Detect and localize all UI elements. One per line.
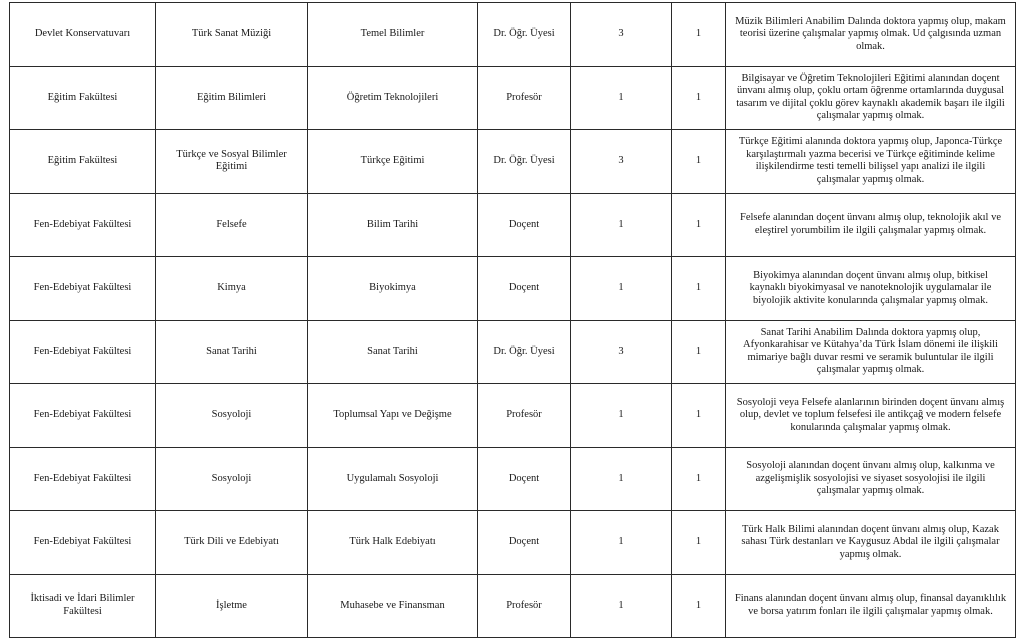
academic-title-cell: Dr. Öğr. Üyesi (478, 320, 571, 384)
requirement-cell: Türk Halk Bilimi alanından doçent ünvanı almış olup, Kazak sahası Türk destanları ve Kaygusuz Abdal ile ilgili çalışmalar yapmış olmak. (726, 511, 1016, 575)
faculty-cell: Devlet Konservatuvarı (10, 3, 156, 67)
quota-cell: 1 (672, 193, 726, 257)
division-cell: Temel Bilimler (308, 3, 478, 67)
faculty-cell: Fen-Edebiyat Fakültesi (10, 511, 156, 575)
table-row (10, 130, 1016, 194)
requirement-cell: Sanat Tarihi Anabilim Dalında doktora yapmış olup, Afyonkarahisar ve Kütahya’da Türk İslam dönemi ile ilişkili mimariye bağlı duvar resmi ve seramik buluntular ile ilgili çalışmalar yapmış olmak. (726, 320, 1016, 384)
department-cell: Sosyoloji (156, 384, 308, 448)
division-cell: Biyokimya (308, 257, 478, 321)
division-cell: Öğretim Teknolojileri (308, 66, 478, 130)
department-cell: Sanat Tarihi (156, 320, 308, 384)
table-row (10, 320, 1016, 384)
division-cell: Sanat Tarihi (308, 320, 478, 384)
academic-title-cell: Doçent (478, 257, 571, 321)
count-cell: 1 (571, 574, 672, 638)
quota-cell: 1 (672, 574, 726, 638)
requirement-cell: Müzik Bilimleri Anabilim Dalında doktora yapmış olup, makam teorisi üzerine çalışmalar yapmış olmak. Ud çalgısında uzman olmak. (726, 3, 1016, 67)
table-row (10, 3, 1016, 67)
department-cell: Eğitim Bilimleri (156, 66, 308, 130)
academic-title-cell: Dr. Öğr. Üyesi (478, 130, 571, 194)
count-cell: 1 (571, 511, 672, 575)
academic-title-cell: Dr. Öğr. Üyesi (478, 3, 571, 67)
department-cell: Türk Sanat Müziği (156, 3, 308, 67)
division-cell: Muhasebe ve Finansman (308, 574, 478, 638)
division-cell: Toplumsal Yapı ve Değişme (308, 384, 478, 448)
quota-cell: 1 (672, 257, 726, 321)
requirement-cell: Sosyoloji alanından doçent ünvanı almış olup, kalkınma ve azgelişmişlik sosyolojisi ve siyaset sosyolojisi ile ilgili çalışmalar yapmış olmak. (726, 447, 1016, 511)
division-cell: Türk Halk Edebiyatı (308, 511, 478, 575)
faculty-cell: Fen-Edebiyat Fakültesi (10, 257, 156, 321)
quota-cell: 1 (672, 320, 726, 384)
quota-cell: 1 (672, 384, 726, 448)
requirement-cell: Bilgisayar ve Öğretim Teknolojileri Eğitimi alanından doçent ünvanı almış olup, çoklu ortam öğrenme ortamlarında duygusal tasarım ve dijital çoklu görev kaynaklı akademik başarı ile ilgili çalışmalar yapmış olmak. (726, 66, 1016, 130)
count-cell: 3 (571, 130, 672, 194)
division-cell: Türkçe Eğitimi (308, 130, 478, 194)
academic-positions-table (9, 2, 1016, 638)
quota-cell: 1 (672, 130, 726, 194)
requirement-cell: Türkçe Eğitimi alanında doktora yapmış olup, Japonca-Türkçe karşılaştırmalı yazma becerisi ve Türkçe eğitiminde kelime ilişkilendirme testi temelli bilişsel yapı analizi ile ilgili çalışmalar yapmış olmak. (726, 130, 1016, 194)
faculty-cell: Fen-Edebiyat Fakültesi (10, 320, 156, 384)
faculty-cell: Eğitim Fakültesi (10, 130, 156, 194)
academic-title-cell: Profesör (478, 574, 571, 638)
count-cell: 1 (571, 193, 672, 257)
requirement-cell: Finans alanından doçent ünvanı almış olup, finansal dayanıklılık ve borsa yatırım fonları ile ilgili çalışmalar yapmış olmak. (726, 574, 1016, 638)
academic-title-cell: Doçent (478, 193, 571, 257)
faculty-cell: Fen-Edebiyat Fakültesi (10, 447, 156, 511)
division-cell: Bilim Tarihi (308, 193, 478, 257)
count-cell: 3 (571, 3, 672, 67)
table-row (10, 193, 1016, 257)
requirement-cell: Biyokimya alanından doçent ünvanı almış olup, bitkisel kaynaklı biyokimyasal ve nanoteknolojik uygulamalar ile biyolojik aktivite konularında çalışmalar yapmış olmak. (726, 257, 1016, 321)
table-row (10, 447, 1016, 511)
quota-cell: 1 (672, 66, 726, 130)
department-cell: Felsefe (156, 193, 308, 257)
requirement-cell: Felsefe alanından doçent ünvanı almış olup, teknolojik akıl ve eleştirel yorumbilim ile ilgili çalışmalar yapmış olmak. (726, 193, 1016, 257)
quota-cell: 1 (672, 447, 726, 511)
academic-title-cell: Doçent (478, 447, 571, 511)
faculty-cell: Fen-Edebiyat Fakültesi (10, 384, 156, 448)
academic-title-cell: Profesör (478, 384, 571, 448)
table-row (10, 66, 1016, 130)
department-cell: Sosyoloji (156, 447, 308, 511)
table-row (10, 574, 1016, 638)
academic-title-cell: Doçent (478, 511, 571, 575)
count-cell: 1 (571, 257, 672, 321)
department-cell: Türk Dili ve Edebiyatı (156, 511, 308, 575)
faculty-cell: Eğitim Fakültesi (10, 66, 156, 130)
quota-cell: 1 (672, 511, 726, 575)
table-body (10, 3, 1016, 638)
department-cell: Türkçe ve Sosyal Bilimler Eğitimi (156, 130, 308, 194)
count-cell: 3 (571, 320, 672, 384)
count-cell: 1 (571, 447, 672, 511)
table-row (10, 384, 1016, 448)
table-row (10, 511, 1016, 575)
faculty-cell: Fen-Edebiyat Fakültesi (10, 193, 156, 257)
academic-title-cell: Profesör (478, 66, 571, 130)
count-cell: 1 (571, 384, 672, 448)
department-cell: Kimya (156, 257, 308, 321)
division-cell: Uygulamalı Sosyoloji (308, 447, 478, 511)
requirement-cell: Sosyoloji veya Felsefe alanlarının birinden doçent ünvanı almış olup, devlet ve toplum felsefesi ile antikçağ ve modern felsefe konularında çalışmalar yapmış olmak. (726, 384, 1016, 448)
department-cell: İşletme (156, 574, 308, 638)
quota-cell: 1 (672, 3, 726, 67)
table-row (10, 257, 1016, 321)
positions-table-wrapper (9, 2, 1015, 638)
count-cell: 1 (571, 66, 672, 130)
faculty-cell: İktisadi ve İdari Bilimler Fakültesi (10, 574, 156, 638)
